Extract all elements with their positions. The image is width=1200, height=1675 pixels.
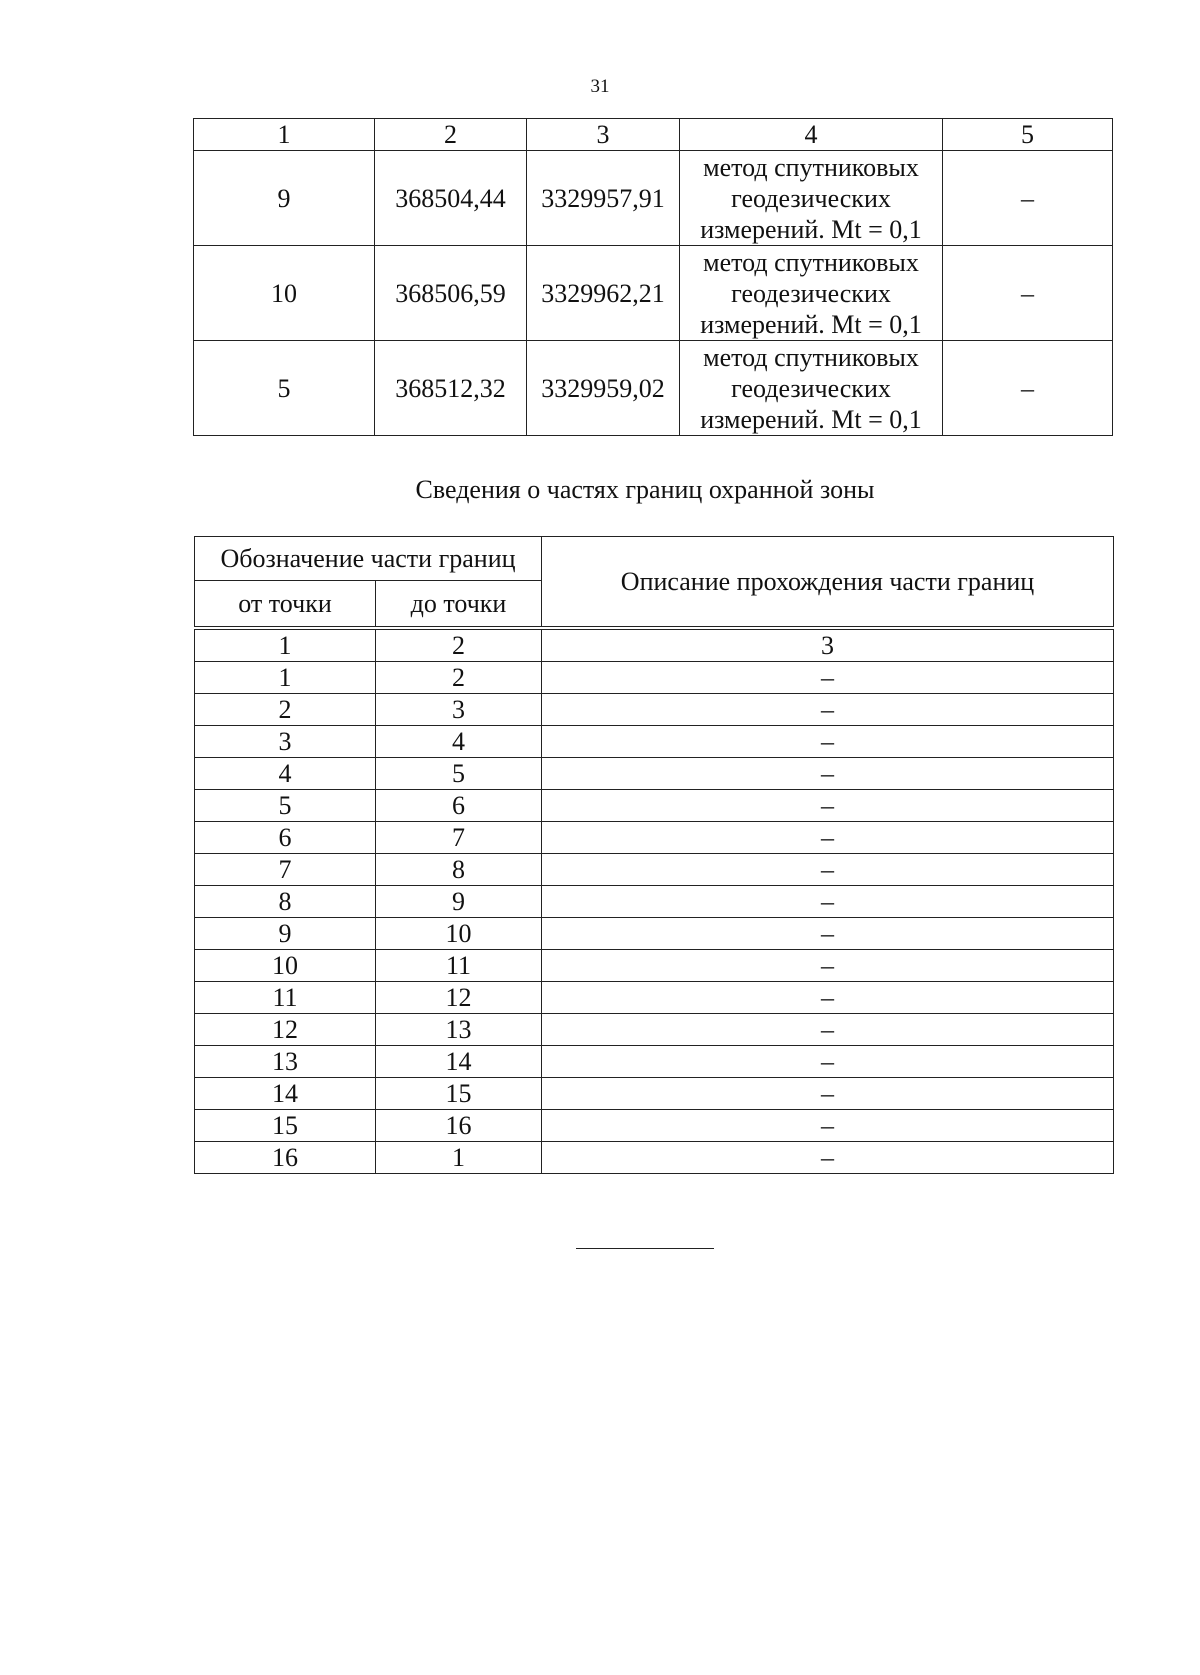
to-point-cell: 3: [376, 694, 542, 726]
column-number: 2: [376, 628, 542, 662]
from-point-cell: 7: [195, 854, 376, 886]
column-number: 3: [542, 628, 1114, 662]
from-point-cell: 2: [195, 694, 376, 726]
method-cell: [680, 341, 943, 436]
description-cell: –: [542, 758, 1114, 790]
table-row: [195, 726, 1114, 758]
x-coordinate: 368504,44: [375, 151, 527, 246]
table-row: [195, 1078, 1114, 1110]
column-number: 3: [527, 119, 680, 151]
from-point-cell: 8: [195, 886, 376, 918]
from-point-cell: 1: [195, 662, 376, 694]
table-row: [195, 758, 1114, 790]
table-row: [195, 854, 1114, 886]
description-cell: –: [542, 1142, 1114, 1174]
coordinates-table: [193, 118, 1113, 436]
from-point-cell: 16: [195, 1142, 376, 1174]
note-cell: –: [943, 341, 1113, 436]
from-point-header: от точки: [195, 581, 376, 629]
method-line: метод спутниковых: [703, 152, 919, 182]
description-header: Описание прохождения части границ: [542, 537, 1114, 629]
x-coordinate: 368512,32: [375, 341, 527, 436]
table-row: [195, 982, 1114, 1014]
description-cell: –: [542, 822, 1114, 854]
point-number: 9: [194, 151, 375, 246]
table-row: [195, 790, 1114, 822]
table-row: [194, 151, 1113, 246]
description-cell: –: [542, 886, 1114, 918]
method-cell: [680, 151, 943, 246]
to-point-cell: 8: [376, 854, 542, 886]
section-heading: Сведения о частях границ охранной зоны: [415, 475, 875, 504]
method-line: измерений. Mt = 0,1: [700, 309, 922, 339]
to-point-cell: 4: [376, 726, 542, 758]
from-point-cell: 14: [195, 1078, 376, 1110]
method-cell: [680, 246, 943, 341]
method-line: геодезических: [731, 373, 891, 403]
description-cell: –: [542, 1046, 1114, 1078]
table-row: [195, 886, 1114, 918]
from-point-cell: 13: [195, 1046, 376, 1078]
x-coordinate: 368506,59: [375, 246, 527, 341]
table-row: [195, 1142, 1114, 1174]
method-line: метод спутниковых: [703, 247, 919, 277]
to-point-cell: 7: [376, 822, 542, 854]
to-point-cell: 2: [376, 662, 542, 694]
table-row: [195, 662, 1114, 694]
description-cell: –: [542, 854, 1114, 886]
description-cell: –: [542, 1110, 1114, 1142]
description-cell: –: [542, 950, 1114, 982]
from-point-cell: 4: [195, 758, 376, 790]
description-cell: –: [542, 918, 1114, 950]
table-row: [194, 341, 1113, 436]
description-cell: –: [542, 662, 1114, 694]
from-point-cell: 9: [195, 918, 376, 950]
method-line: метод спутниковых: [703, 342, 919, 372]
from-point-cell: 15: [195, 1110, 376, 1142]
to-point-cell: 1: [376, 1142, 542, 1174]
note-cell: –: [943, 151, 1113, 246]
to-point-cell: 16: [376, 1110, 542, 1142]
method-line: геодезических: [731, 183, 891, 213]
from-point-cell: 6: [195, 822, 376, 854]
to-point-cell: 13: [376, 1014, 542, 1046]
table-row: [194, 246, 1113, 341]
column-number-row: [195, 628, 1114, 662]
method-line: геодезических: [731, 278, 891, 308]
description-cell: –: [542, 790, 1114, 822]
to-point-cell: 12: [376, 982, 542, 1014]
table-row: [195, 950, 1114, 982]
description-cell: –: [542, 1078, 1114, 1110]
description-cell: –: [542, 726, 1114, 758]
table-row: [195, 1014, 1114, 1046]
page-number: 31: [590, 76, 610, 97]
to-point-header: до точки: [376, 581, 542, 629]
point-number: 10: [194, 246, 375, 341]
column-number: 1: [195, 628, 376, 662]
point-number: 5: [194, 341, 375, 436]
table-row: [195, 822, 1114, 854]
description-cell: –: [542, 1014, 1114, 1046]
to-point-cell: 15: [376, 1078, 542, 1110]
from-point-cell: 10: [195, 950, 376, 982]
y-coordinate: 3329957,91: [527, 151, 680, 246]
from-point-cell: 5: [195, 790, 376, 822]
y-coordinate: 3329962,21: [527, 246, 680, 341]
designation-header: Обозначение части границ: [195, 537, 542, 581]
to-point-cell: 11: [376, 950, 542, 982]
end-separator-line: [576, 1248, 714, 1249]
to-point-cell: 6: [376, 790, 542, 822]
column-number: 2: [375, 119, 527, 151]
table-row: [195, 694, 1114, 726]
header-row: [195, 537, 1114, 581]
method-line: измерений. Mt = 0,1: [700, 214, 922, 244]
to-point-cell: 5: [376, 758, 542, 790]
from-point-cell: 11: [195, 982, 376, 1014]
to-point-cell: 9: [376, 886, 542, 918]
description-cell: –: [542, 982, 1114, 1014]
table-row: [195, 918, 1114, 950]
to-point-cell: 14: [376, 1046, 542, 1078]
column-number: 4: [680, 119, 943, 151]
column-number-row: [194, 119, 1113, 151]
from-point-cell: 3: [195, 726, 376, 758]
description-cell: –: [542, 694, 1114, 726]
to-point-cell: 10: [376, 918, 542, 950]
table-row: [195, 1046, 1114, 1078]
y-coordinate: 3329959,02: [527, 341, 680, 436]
note-cell: –: [943, 246, 1113, 341]
column-number: 1: [194, 119, 375, 151]
column-number: 5: [943, 119, 1113, 151]
table-row: [195, 1110, 1114, 1142]
method-line: измерений. Mt = 0,1: [700, 404, 922, 434]
from-point-cell: 12: [195, 1014, 376, 1046]
boundary-parts-table: [194, 536, 1114, 1174]
